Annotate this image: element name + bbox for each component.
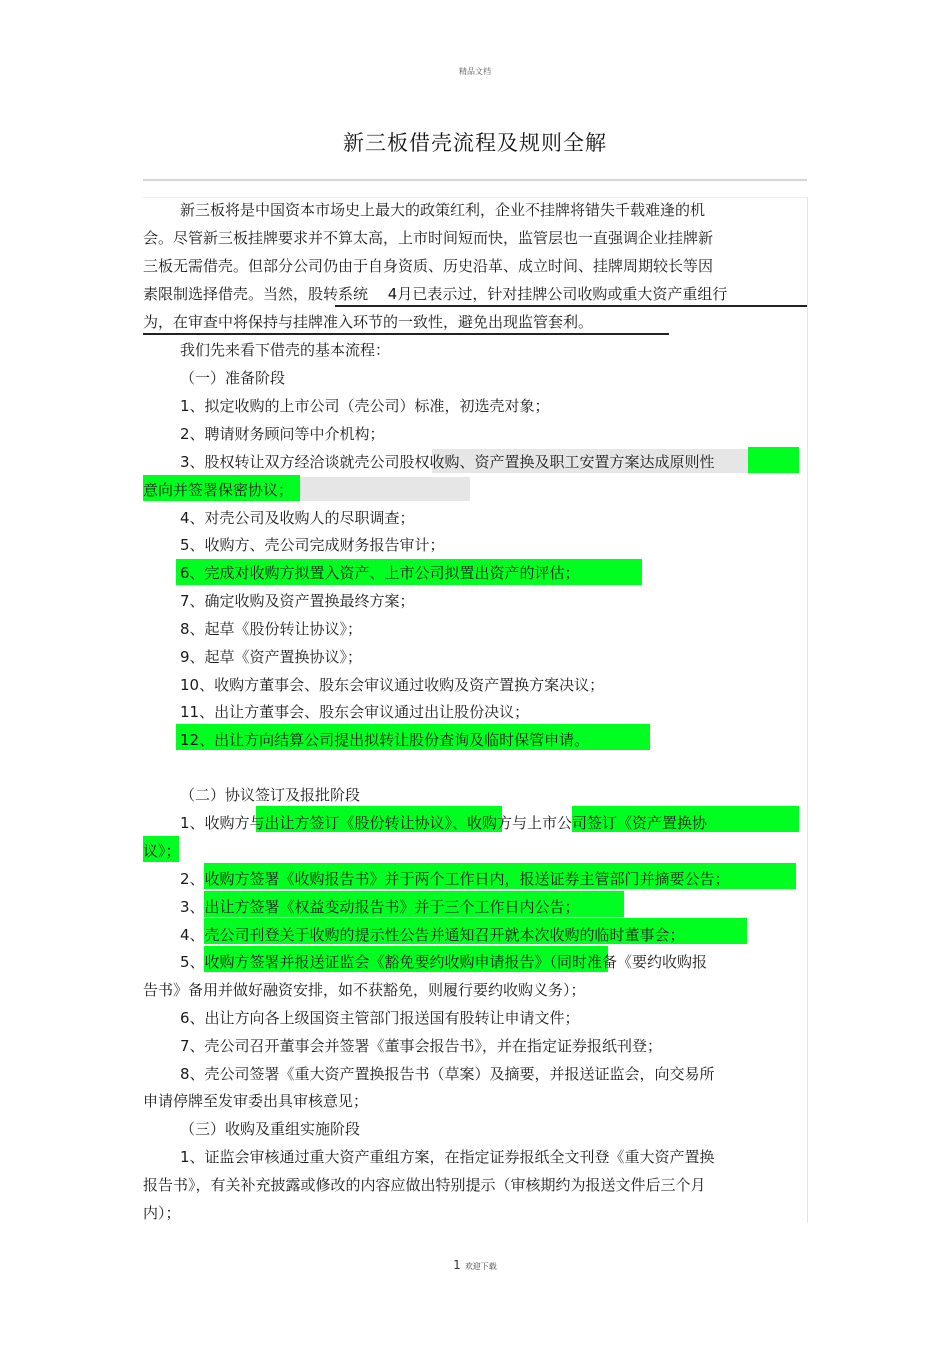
list-item: 11、出让方董事会、股东会审议通过出让股份决议； — [180, 703, 530, 721]
list-item: 报告书》，有关补充披露或修改的内容应做出特别提示（审核期约为报送文件后三个月 — [143, 1176, 706, 1194]
page-footer — [0, 1258, 950, 1272]
page-header-watermark: 精品文档 — [459, 67, 491, 76]
list-item: 内）； — [143, 1204, 181, 1222]
list-item: 9、起草《资产置换协议》； — [180, 648, 363, 666]
lead-text: 我们先来看下借壳的基本流程： — [180, 341, 391, 359]
section-heading: （三）收购及重组实施阶段 — [180, 1120, 361, 1138]
list-item: 意向并签署保密协议； — [143, 481, 294, 499]
list-item: 12、出让方向结算公司提出拟转让股份查询及临时保管申请。 — [180, 731, 590, 749]
list-item: 7、壳公司召开董事会并签署《董事会报告书》，并在指定证券报纸刊登； — [180, 1037, 663, 1055]
list-item: 3、股权转让双方经洽谈就壳公司股权收购、资产置换及职工安置方案达成原则性 — [180, 453, 715, 471]
list-item: 2、聘请财务顾问等中介机构； — [180, 425, 385, 443]
list-item: 5、收购方、壳公司完成财务报告审计； — [180, 536, 445, 554]
list-item: 5、收购方签署并报送证监会《豁免要约收购申请报告》（同时准备《要约收购报 — [180, 953, 708, 971]
title-divider — [143, 179, 807, 181]
list-item: 2、收购方签署《收购报告书》并于两个工作日内，报送证券主管部门并摘要公告； — [180, 870, 730, 888]
intro-line: 素限制选择借壳。当然，股转系统 4月已表示过，针对挂牌公司收购或重大资产重组行 — [143, 285, 728, 303]
document-title: 新三板借壳流程及规则全解 — [343, 131, 607, 155]
list-item: 6、出让方向各上级国资主管部门报送国有股转让申请文件； — [180, 1009, 580, 1027]
list-item: 议》； — [143, 842, 181, 860]
footer-text: 欢迎下载 — [464, 1262, 497, 1271]
list-item: 6、完成对收购方拟置入资产、上市公司拟置出资产的评估； — [180, 564, 580, 582]
list-item: 4、壳公司刊登关于收购的提示性公告并通知召开就本次收购的临时董事会； — [180, 926, 685, 944]
list-item: 1、证监会审核通过重大资产重组方案，在指定证券报纸全文刊登《重大资产置换 — [180, 1148, 715, 1166]
list-item: 8、起草《股份转让协议》； — [180, 620, 363, 638]
intro-line: 三板无需借壳。但部分公司仍由于自身资质、历史沿革、成立时间、挂牌周期较长等因 — [143, 257, 714, 275]
list-item: 7、确定收购及资产置换最终方案； — [180, 592, 415, 610]
list-item: 1、收购方与出让方签订《股份转让协议》、收购方与上市公司签订《资产置换协 — [180, 814, 708, 832]
list-item: 10、收购方董事会、股东会审议通过收购及资产置换方案决议； — [180, 676, 605, 694]
highlight-band — [748, 447, 799, 473]
underline — [335, 305, 807, 307]
list-item: 告书》备用并做好融资安排，如不获豁免，则履行要约收购义务）； — [143, 981, 586, 999]
gray-shading — [300, 477, 470, 501]
section-heading: （一）准备阶段 — [180, 369, 286, 387]
page-number: 1 — [453, 1258, 461, 1272]
list-item: 3、出让方签署《权益变动报告书》并于三个工作日内公告； — [180, 898, 580, 916]
list-item: 申请停牌至发审委出具审核意见； — [143, 1092, 369, 1110]
intro-line: 新三板将是中国资本市场史上最大的政策红利，企业不挂牌将错失千载难逢的机 — [180, 201, 706, 219]
list-item: 1、拟定收购的上市公司（壳公司）标准，初选壳对象； — [180, 397, 550, 415]
section-heading: （二）协议签订及报批阶段 — [180, 786, 361, 804]
intro-line: 会。尽管新三板挂牌要求并不算太高，上市时间短而快，监管层也一直强调企业挂牌新 — [143, 229, 714, 247]
list-item: 8、壳公司签署《重大资产置换报告书（草案）及摘要，并报送证监会，向交易所 — [180, 1065, 715, 1083]
list-item: 4、对壳公司及收购人的尽职调查； — [180, 509, 415, 527]
underline — [143, 333, 669, 335]
intro-line: 为，在审查中将保持与挂牌准入环节的一致性，避免出现监管套利。 — [143, 313, 594, 331]
